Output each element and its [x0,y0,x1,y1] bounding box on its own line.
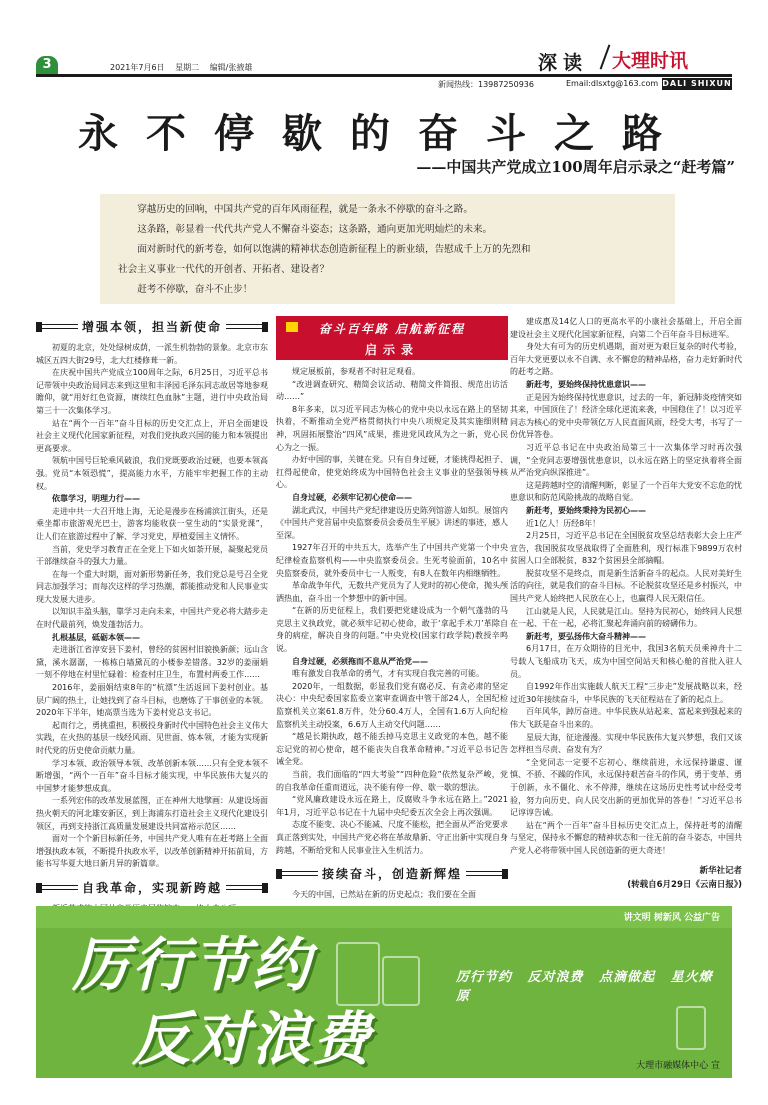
issue-date: 2021年7月6日 [110,63,165,72]
section-heading-text: 接续奋斗，创造新辉煌 [318,867,466,881]
paragraph: 领航中国号巨轮乘风破浪，我们党既要政治过硬，也要本领高强。党员“本领恐慌”，提高能力水平，方能牢牢把握工作的主动权。 [36,456,268,491]
intro-line: 社会主义事业一代代的开创者、开拓者、建设者？ [118,264,330,275]
section-heading-text: 增强本领，担当新使命 [78,320,226,334]
paragraph: 在庆祝中国共产党成立100周年之际，6月25日，习近平总书记带领中央政治局同志来到这里和丰泽园毛泽东同志故居等地参观瞻仰，就“用好红色资源，赓续红色血脉”主题，进行中央政治局第三十一次集体学习。 [36,368,268,415]
ad-credit: 大理市融媒体中心 宣 [636,1061,720,1071]
subheading: 新赶考，要始终保持忧患意识—— [526,379,646,389]
intro-line: 面对新时代的新考卷，如何以饱满的精神状态创造新征程上的新业绩，告慰成千上万的先烈和 [137,244,531,255]
ad-slogan-item: 反对浪费 [527,970,584,985]
paragraph: 办好中国的事，关键在党。只有自身过硬，才能挑得起担子、扛得起使命，使党始终成为中国特色社会主义事业的坚强领导核心。 [276,455,508,490]
paragraph: 态度不能变、决心不能减、尺度不能松，把全面从严治党要求真正落到实处，中国共产党必将在革故鼎新、守正出新中实现自身跨越，不断给党和人民事业注入生机活力。 [276,820,508,855]
subheading: 新赶考，要弘扬伟大奋斗精神—— [526,631,646,641]
section-name: 深读 [538,52,589,74]
article-subtitle: ——中国共产党成立100周年启示录之“赶考篇” [416,158,735,176]
paragraph: “党风廉政建设永远在路上，反腐败斗争永远在路上。”2021年1月，习近平总书记在十九届中央纪委五次全会上再次强调。 [276,795,508,817]
source-note: (转载自6月29日《云南日报》) [627,879,742,890]
paragraph: 面对一个个新目标新任务，中国共产党人唯有在赶考路上全面增强执政本领，不断提升执政水平，以改革创新精神开拓前局，方能书写华夏大地日新月异的新篇章。 [36,834,268,869]
subheading: 依靠学习，明理力行—— [52,494,140,504]
byline: 新华社记者 [699,865,742,876]
ad-big-slogan-line-2: 反对浪费 [132,1005,373,1073]
subheading: 自身过硬，必须拖而不息从严治党—— [292,656,428,666]
intro-line: 这条路，彰显着一代代共产党人不懈奋斗姿态；这条路，通向更加光明灿烂的未来。 [137,224,493,235]
section-heading [36,877,268,899]
header-slash-divider [600,44,611,69]
cup-icon [382,956,420,1006]
ad-slogan [456,966,732,1004]
news-hotline: 新闻热线：13987250936 [438,80,534,89]
column-2 [276,316,508,902]
paragraph: 百年风华，踔厉奋进。中华民族从站起来、富起来到强起来的伟大飞跃是奋斗出来的。 [510,707,742,729]
paragraph: 当前，党史学习教育正在全党上下如火如荼开展，凝聚起党员干部继续奋斗的强大力量。 [36,544,268,567]
ad-big-slogan-line-1: 厉行节约 [72,931,313,999]
paragraph: 近1亿人！历经8年！ [526,518,601,528]
paragraph: 2020年，一组数据，彰显我们党有腐必反、有贪必肃的坚定决心：中央纪委国家监委立案审查调查中管干部24人，全国纪检监察机关立案61.8万件，处分60.4万人，全国有1.6万人向纪检监察机关主动投案，6.6万人主动交代问题…… [276,681,508,729]
paragraph: 当前，我们面临的“四大考验”“四种危险”依然复杂严峻，党的自我革命任重而道远，决不能有停一停、歇一歇的想法。 [276,770,508,792]
contact-email: Email:dlsxtg@163.com [566,79,659,88]
paragraph: 走进中共一大召开地上海，无论是漫步在杨浦滨江街头，还是乘坐都市旅游观光巴士，游客均能收获一堂生动的“实景党课”，让人们在旅游过程中了解、学习党史，厚植爱国主义情怀。 [36,506,268,541]
paragraph: 革命战争年代，无数共产党员为了人党时的初心使命，抛头颅洒热血，奋斗出一个梦想中的新中国。 [276,581,508,603]
series-banner-title: 奋斗百年路 启航新征程 [318,322,466,336]
paragraph: 习近平总书记在中央政治局第三十一次集体学习时再次强调，“全党同志要增强忧患意识，以永远在路上的坚定执着将全面从严治党向纵深推进”。 [510,442,742,478]
issue-editor: 编辑/张掖雄 [209,63,253,72]
paragraph: 站在“两个一百年”奋斗目标历史交汇点上，保持赶考的清醒与坚定，保持永不懈怠的精神状态和一往无前的奋斗姿态，中国共产党人必将带领中国人民创造新的更大奇迹！ [510,820,742,855]
paragraph: 6月17日，在万众期待的目光中，我国3名航天员乘神舟十二号载人飞船成功飞天，成为中国空间站天和核心舱的首批入驻人员。 [510,644,742,679]
issue-weekday: 星期二 [175,63,200,72]
page-number: 3 [36,56,58,74]
paragraph: 起而行之，勇挑重担，积极投身新时代中国特色社会主义伟大实践，在火热的基层一线经风雨、见世面、炼本领，才能为实现新时代党的历史使命贡献力量。 [36,720,268,755]
paragraph: 在每一个重大时期，面对新形势新任务，我们党总是号召全党同志加强学习；而每次这样的学习热潮，都能推动党和人民事业实现大发展大进步。 [36,569,268,604]
paragraph: “全党同志一定要不忘初心、继续前进，永远保持谦虚、谨慎、不骄、不躁的作风，永远保持艰苦奋斗的作风，勇于变革、勇于创新，永不僵化、永不停滞，继续在这场历史性考试中经受考验，努力向历史、向人民交出新的更加优异的答卷！”习近平总书记谆谆告诫。 [510,757,742,818]
public-service-ad [36,906,732,1078]
paragraph: 自1992年作出实施载人航天工程“三步走”发展战略以来，经过近30年接续奋斗，中华民族的飞天征程站在了新的起点上。 [510,682,742,704]
paragraph: 唯有激发自我革命的勇气，才有实现自我完善的可能。 [292,669,484,679]
column-body [36,342,268,871]
section-heading-text: 自我革命，实现新跨越 [78,881,226,895]
intro-box [100,194,675,304]
paragraph: 建成惠及14亿人口的更高水平的小康社会基础上，开启全面建设社会主义现代化国家新征程，向第二个百年奋斗目标进军。 [510,317,742,339]
column-body [276,889,508,902]
subheading: 自身过硬，必须牢记初心使命—— [292,492,412,502]
paragraph: 正是因为始终保持忧患意识，过去的一年，新冠肺炎疫情突如其来，中国顶住了！经济全球化逆流来袭，中国稳住了！以习近平同志为核心的党中央带领亿万人民直面风雨，经受大考，书写了一份优异答卷。 [510,392,742,440]
subheading: 扎根基层，砥砺本领—— [52,632,140,642]
paragraph: 这是跨越时空的清醒判断，彰显了一个百年大党安不忘危的忧患意识和防范风险挑战的战略自觉。 [510,480,742,503]
paragraph: 一系列宏伟的改革发展蓝图，正在神州大地擘画：从建设场面热火朝天的河北雄安新区，到上海浦东打造社会主义现代化建设引领区，再到支持浙江高质量发展建设共同富裕示范区…… [36,796,268,831]
paragraph: 以知识丰盈头脑，靠学习走向未来，中国共产党必将大踏步走在时代最前列，焕发蓬勃活力。 [36,607,268,630]
ad-header-label: 讲文明 树新风 公益广告 [623,913,720,923]
paragraph: 初夏的北京，处处绿树成荫，一派生机勃勃的景象。北京市东城区五四大街29号，北大红楼修葺一新。 [36,343,268,365]
series-banner [276,316,508,360]
paragraph: 今天的中国，已然站在新的历史起点；我们要在全面 [292,890,476,900]
paragraph: 规定展板前，参观者不时驻足观看。 [292,367,420,376]
series-banner-label: 启示录 [364,343,419,357]
ad-slogan-item: 厉行节约 [456,970,513,985]
newspaper-logo: 大理时讯 [612,50,689,72]
column-3 [510,316,742,890]
paragraph: 2016年，姜丽娟结束8年的“杭漂”生活返回下姜村创业。基层广阔的热土，让她找到了奋斗目标，也磨炼了干事创业的本领。2020年下半年，她高票当选为下姜村党总支书记。 [36,683,268,718]
paragraph: “改进调查研究、精简会议活动、精简文件简报、规范出访活动……” [276,379,508,402]
paragraph: 1927年召开的中共五大，选举产生了中国共产党第一个中央纪律检查监察机构——中央监察委员会。生死考验面前，10名中央监察委员，就外委员中七一人叛变，有8人在数年内相继牺牲。 [276,543,508,578]
subheading: 新赶考，要始终秉持为民初心—— [526,505,646,515]
paragraph: 走进浙江省淳安县下姜村，曾经的贫困村旧貌换新颜；远山含黛，溪水潺潺，一栋栋白墙黛瓦的小楼参差错落。32岁的姜丽娟一刻不停地在村里忙碌着：检查村庄卫生，布置村两委工作…… [36,645,268,680]
cup-icon [676,1006,706,1050]
header-rule [36,74,732,77]
ad-slogan-item: 点滴做起 [599,970,656,985]
column-body [510,316,742,858]
article-title: 永不停歇的奋斗之路 [78,110,690,157]
column-1 [36,316,268,916]
paragraph: 8年多来，以习近平同志为核心的党中央以永远在路上的坚韧执着，不断推动全党严格贯彻执行中央八项规定及其实施细则精神，巩固拓展整治“四风”成果，推进党风政风为之一新，党心民心为之一振。 [276,404,508,452]
issue-info [110,62,260,73]
column-body [276,366,508,857]
flag-icon [286,322,298,332]
intro-line: 穿越历史的回响，中国共产党的百年风雨征程，就是一条永不停歇的奋斗之路。 [137,204,473,215]
intro-line: 赶考不停歇，奋斗不止步！ [137,284,253,295]
ad-slogan-item: 星火燎原 [456,970,713,1004]
paragraph: 学习本领、政治领导本领、改革创新本领……只有全党本领不断增强，“两个一百年”奋斗目标才能实现，中华民族伟大复兴的中国梦才能梦想成真。 [36,758,268,793]
paragraph: 站在“两个一百年”奋斗目标的历史交汇点上，开启全面建设社会主义现代化国家新征程，对我们党执政兴国的能力和本领提出更高要求。 [36,418,268,453]
section-heading [276,863,508,885]
paragraph: 星辰大海，征途漫漫。实现中华民族伟大复兴梦想，我们又该怎样担当尽责、奋发有为？ [510,732,742,755]
paragraph: 身处大有可为的历史机遇期，面对更为艰巨复杂的时代考验，百年大党更要以永不自满、永不懈怠的精神品格，奋力走好新时代的赶考之路。 [510,342,742,377]
newspaper-english-name: DALI SHIXUN [662,79,732,88]
paragraph: “在新的历史征程上，我们要把党建设成为一个朝气蓬勃的马克思主义执政党，就必须牢记初心使命，敢于‘拿起手术刀’革除自身的病症，解决自身的问题。”中央党校(国家行政学院)教授辛鸣说。 [276,606,508,654]
paragraph: 2月25日，习近平总书记在全国脱贫攻坚总结表彰大会上庄严宣告，我国脱贫攻坚战取得了全面胜利，现行标准下9899万农村贫困人口全部脱贫，832个贫困县全部摘帽。 [510,531,742,566]
paragraph: “越是长期执政，越不能丢掉马克思主义政党的本色，越不能忘记党的初心使命，越不能丧失自我革命精神。”习近平总书记告诫全党。 [276,732,508,767]
paragraph: 脱贫攻坚不是终点，而是新生活新奋斗的起点。人民对美好生活的向往，就是我们的奋斗目标。不论脱贫攻坚还是乡村振兴，中国共产党人始终把人民放在心上，也赢得人民无限信任。 [510,568,742,604]
paragraph: 湖北武汉，中国共产党纪律建设历史陈列馆游人如织。展馆内《中国共产党首届中央监察委员会委员生平展》讲述的事迹，感人至深。 [276,505,508,540]
paragraph: 江山就是人民，人民就是江山。坚持为民初心，始终同人民想在一起、干在一起，必将汇聚起奔涌向前的磅礴伟力。 [510,606,742,629]
section-heading [36,316,268,338]
